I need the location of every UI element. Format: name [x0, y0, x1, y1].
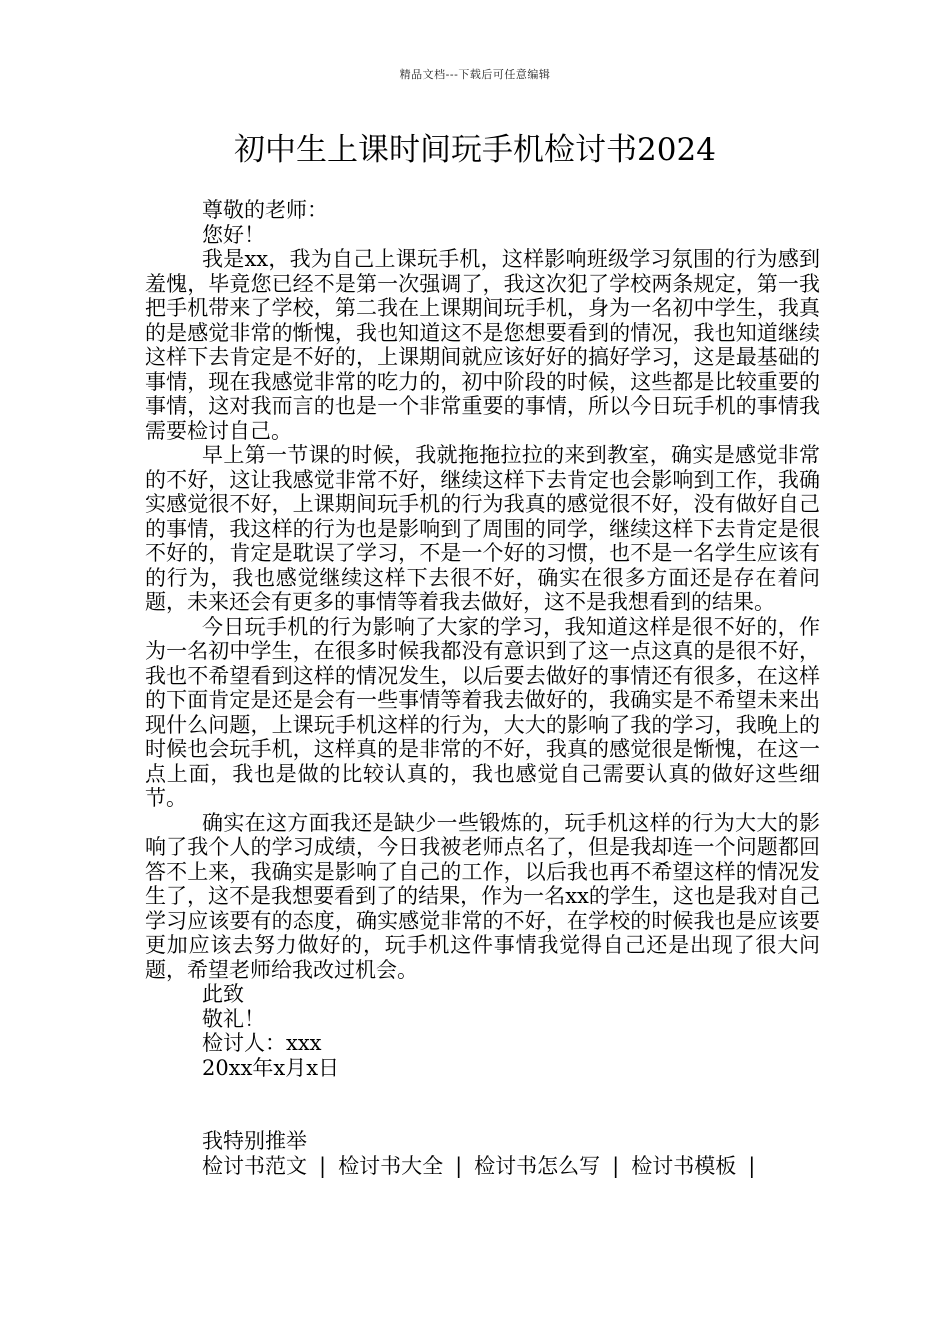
greeting: 您好！ [202, 222, 265, 247]
link-separator: | [319, 1153, 327, 1178]
recommend-link-muban[interactable]: 检讨书模板 [631, 1153, 737, 1178]
salutation: 尊敬的老师： [202, 198, 328, 222]
link-separator: | [455, 1153, 463, 1178]
recommend-link-zenmexie[interactable]: 检讨书怎么写 [474, 1153, 601, 1178]
link-separator: | [612, 1153, 620, 1178]
body-paragraph-1: 我是xx，我为自己上课玩手机，这样影响班级学习氛围的行为感到羞愧，毕竟您已经不是第一次强调了，我这次犯了学校两条规定，第一我把手机带来了学校，第二我在上课期间玩手机，身为一名初中学生，我真的是感觉非常的惭愧，我也知道这不是您想要看到的情况，我也知道继续这样下去肯定是不好的，上课期间就应该好好的搞好学习，这是最基础的事情，现在我感觉非常的吃力的，初中阶段的时候，这些都是比较重要的事情，这对我而言的也是一个非常重要的事情，所以今日玩手机的事情我需要检讨自己。 [145, 247, 820, 443]
signer: 检讨人：xxx [202, 1031, 322, 1055]
document-title: 初中生上课时间玩手机检讨书2024 [234, 132, 716, 168]
body-paragraph-4: 确实在这方面我还是缺少一些锻炼的，玩手机这样的行为大大的影响了我个人的学习成绩，今日我被老师点名了，但是我却连一个问题都回答不上来，我确实是影响了自己的工作，以后我也再不希望这样的情况发生了，这不是我想要看到了的结果，作为一名xx的学生，这也是我对自己学习应该要有的态度，确实感觉非常的不好，在学校的时候我也是应该要更加应该去努力做好的，玩手机这件事情我觉得自己还是出现了很大问题，希望老师给我改过机会。 [145, 810, 820, 982]
closing-line-1: 此致 [202, 982, 244, 1006]
recommend-link-daquan[interactable]: 检讨书大全 [338, 1153, 444, 1178]
document-body [145, 198, 820, 1178]
header-note: 精品文档---下载后可任意编辑 [399, 68, 551, 81]
recommend-heading: 我特别推举 [202, 1129, 307, 1153]
body-paragraph-3: 今日玩手机的行为影响了大家的学习，我知道这样是很不好的，作为一名初中学生，在很多时候我都没有意识到了这一点这真的是很不好，我也不希望看到这样的情况发生，以后要去做好的事情还有很多，在这样的下面肯定是还是会有一些事情等着我去做好的，我确实是不希望未来出现什么问题，上课玩手机这样的行为，大大的影响了我的学习，我晚上的时候也会玩手机，这样真的是非常的不好，我真的感觉很是惭愧，在这一点上面，我也是做的比较认真的，我也感觉自己需要认真的做好这些细节。 [145, 614, 820, 810]
recommend-link-fanwen[interactable]: 检讨书范文 [202, 1153, 307, 1178]
link-separator: | [748, 1153, 756, 1178]
date: 20xx年x月x日 [202, 1055, 340, 1080]
recommend-links [145, 1154, 820, 1179]
closing-line-2: 敬礼！ [202, 1006, 265, 1031]
body-paragraph-2: 早上第一节课的时候，我就拖拖拉拉的来到教室，确实是感觉非常的不好，这让我感觉非常不好，继续这样下去肯定也会影响到工作，我确实感觉很不好，上课期间玩手机的行为我真的感觉很不好，没有做好自己的事情，我这样的行为也是影响到了周围的同学，继续这样下去肯定是很不好的，肯定是耽误了学习，不是一个好的习惯，也不是一名学生应该有的行为，我也感觉继续这样下去很不好，确实在很多方面还是存在着问题，未来还会有更多的事情等着我去做好，这不是我想看到的结果。 [145, 443, 820, 614]
spacer [145, 1080, 820, 1129]
